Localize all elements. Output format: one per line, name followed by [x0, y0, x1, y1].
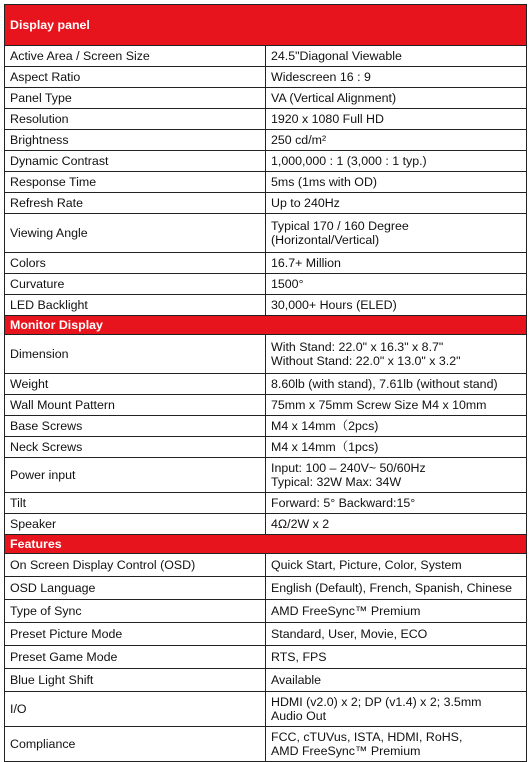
spec-value-line: 75mm x 75mm Screw Size M4 x 10mm [271, 398, 487, 412]
spec-value-line: HDMI (v2.0) x 2; DP (v1.4) x 2; 3.5mm [271, 695, 482, 709]
spec-value-line: Up to 240Hz [271, 196, 340, 210]
spec-row [5, 214, 527, 253]
spec-value [266, 130, 527, 151]
spec-value-line: English (Default), French, Spanish, Chinese [271, 581, 513, 595]
spec-row [5, 88, 527, 109]
spec-label: Colors [5, 253, 266, 274]
spec-value-line: RTS, FPS [271, 650, 327, 664]
spec-value [266, 295, 527, 316]
spec-value-line: 8.60lb (with stand), 7.61lb (without stand) [271, 377, 498, 391]
spec-value-line: AMD FreeSync™ Premium [271, 604, 421, 618]
spec-row [5, 67, 527, 88]
spec-value [266, 253, 527, 274]
spec-label: Response Time [5, 172, 266, 193]
section-title: Monitor Display [5, 316, 527, 335]
spec-label: LED Backlight [5, 295, 266, 316]
spec-row [5, 172, 527, 193]
spec-value-line: AMD FreeSync™ Premium [271, 744, 421, 758]
spec-value [266, 554, 527, 577]
spec-value-line: Typical: 32W Max: 34W [271, 475, 402, 489]
spec-label: Neck Screws [5, 437, 266, 458]
spec-row [5, 692, 527, 727]
spec-value-line: 1500° [271, 277, 304, 291]
spec-label: Refresh Rate [5, 193, 266, 214]
spec-label: Panel Type [5, 88, 266, 109]
spec-label: Active Area / Screen Size [5, 46, 266, 67]
spec-value [266, 193, 527, 214]
spec-label: Power input [5, 458, 266, 493]
spec-value [266, 416, 527, 437]
spec-table-body [5, 5, 527, 762]
spec-value-line: M4 x 14mm（2pcs) [271, 419, 379, 433]
spec-label: Weight [5, 374, 266, 395]
spec-label: Speaker [5, 514, 266, 535]
spec-label: On Screen Display Control (OSD) [5, 554, 266, 577]
spec-row [5, 395, 527, 416]
spec-row [5, 109, 527, 130]
spec-value-line: 30,000+ Hours (ELED) [271, 298, 397, 312]
spec-row [5, 130, 527, 151]
spec-value [266, 374, 527, 395]
spec-label: Dynamic Contrast [5, 151, 266, 172]
spec-row [5, 646, 527, 669]
spec-label: Preset Game Mode [5, 646, 266, 669]
spec-value [266, 646, 527, 669]
spec-value-line: M4 x 14mm（1pcs) [271, 440, 379, 454]
spec-label: Brightness [5, 130, 266, 151]
spec-value-line: FCC, cTUVus, ISTA, HDMI, RoHS, [271, 730, 463, 744]
spec-label: Viewing Angle [5, 214, 266, 253]
spec-value-line: Widescreen 16 : 9 [271, 70, 371, 84]
section-header [5, 535, 527, 554]
spec-row [5, 600, 527, 623]
spec-value [266, 514, 527, 535]
spec-value-line: 16.7+ Million [271, 256, 341, 270]
spec-row [5, 554, 527, 577]
spec-value-line: Forward: 5° Backward:15° [271, 496, 416, 510]
spec-value-line: Standard, User, Movie, ECO [271, 627, 428, 641]
spec-label: Type of Sync [5, 600, 266, 623]
spec-label: Wall Mount Pattern [5, 395, 266, 416]
spec-value [266, 692, 527, 727]
spec-value [266, 600, 527, 623]
spec-label: Preset Picture Mode [5, 623, 266, 646]
spec-label: OSD Language [5, 577, 266, 600]
spec-value [266, 109, 527, 130]
spec-value [266, 335, 527, 374]
spec-value-line: 1,000,000 : 1 (3,000 : 1 typ.) [271, 154, 427, 168]
spec-value [266, 577, 527, 600]
spec-row [5, 577, 527, 600]
spec-value-line: (Horizontal/Vertical) [271, 233, 380, 247]
spec-row [5, 727, 527, 762]
spec-value-line: Input: 100 – 240V~ 50/60Hz [271, 461, 426, 475]
spec-value [266, 669, 527, 692]
spec-row [5, 274, 527, 295]
spec-row [5, 295, 527, 316]
spec-label: Base Screws [5, 416, 266, 437]
spec-label: Tilt [5, 493, 266, 514]
spec-value [266, 623, 527, 646]
spec-row [5, 335, 527, 374]
spec-row [5, 374, 527, 395]
spec-value-line: 24.5"Diagonal Viewable [271, 49, 402, 63]
spec-value [266, 172, 527, 193]
spec-value-line: VA (Vertical Alignment) [271, 91, 397, 105]
spec-label: Dimension [5, 335, 266, 374]
spec-row [5, 514, 527, 535]
spec-value-line: 250 cd/m² [271, 133, 327, 147]
spec-value [266, 151, 527, 172]
spec-value-line: Quick Start, Picture, Color, System [271, 558, 462, 572]
spec-value-line: Available [271, 673, 322, 687]
spec-value [266, 274, 527, 295]
spec-value-line: 4Ω/2W x 2 [271, 517, 330, 531]
spec-row [5, 151, 527, 172]
spec-value-line: 1920 x 1080 Full HD [271, 112, 384, 126]
spec-row [5, 437, 527, 458]
spec-table [4, 4, 527, 762]
spec-value-line: With Stand: 22.0" x 16.3" x 8.7" [271, 340, 444, 354]
spec-value-line: Without Stand: 22.0" x 13.0" x 3.2" [271, 354, 461, 368]
spec-value [266, 46, 527, 67]
spec-row [5, 458, 527, 493]
section-header [5, 316, 527, 335]
spec-value [266, 437, 527, 458]
spec-label: Resolution [5, 109, 266, 130]
spec-label: I/O [5, 692, 266, 727]
spec-row [5, 46, 527, 67]
spec-value [266, 395, 527, 416]
spec-row [5, 416, 527, 437]
spec-value-line: Typical 170 / 160 Degree [271, 219, 409, 233]
spec-value [266, 67, 527, 88]
spec-label: Curvature [5, 274, 266, 295]
spec-value [266, 88, 527, 109]
spec-value [266, 458, 527, 493]
spec-value [266, 493, 527, 514]
section-title: Features [5, 535, 527, 554]
spec-value [266, 214, 527, 253]
spec-row [5, 493, 527, 514]
spec-row [5, 193, 527, 214]
section-header [5, 5, 527, 46]
spec-value-line: 5ms (1ms with OD) [271, 175, 378, 189]
spec-value [266, 727, 527, 762]
section-title: Display panel [5, 5, 527, 46]
spec-row [5, 623, 527, 646]
spec-label: Blue Light Shift [5, 669, 266, 692]
spec-value-line: Audio Out [271, 709, 327, 723]
spec-row [5, 253, 527, 274]
spec-label: Aspect Ratio [5, 67, 266, 88]
spec-row [5, 669, 527, 692]
spec-label: Compliance [5, 727, 266, 762]
